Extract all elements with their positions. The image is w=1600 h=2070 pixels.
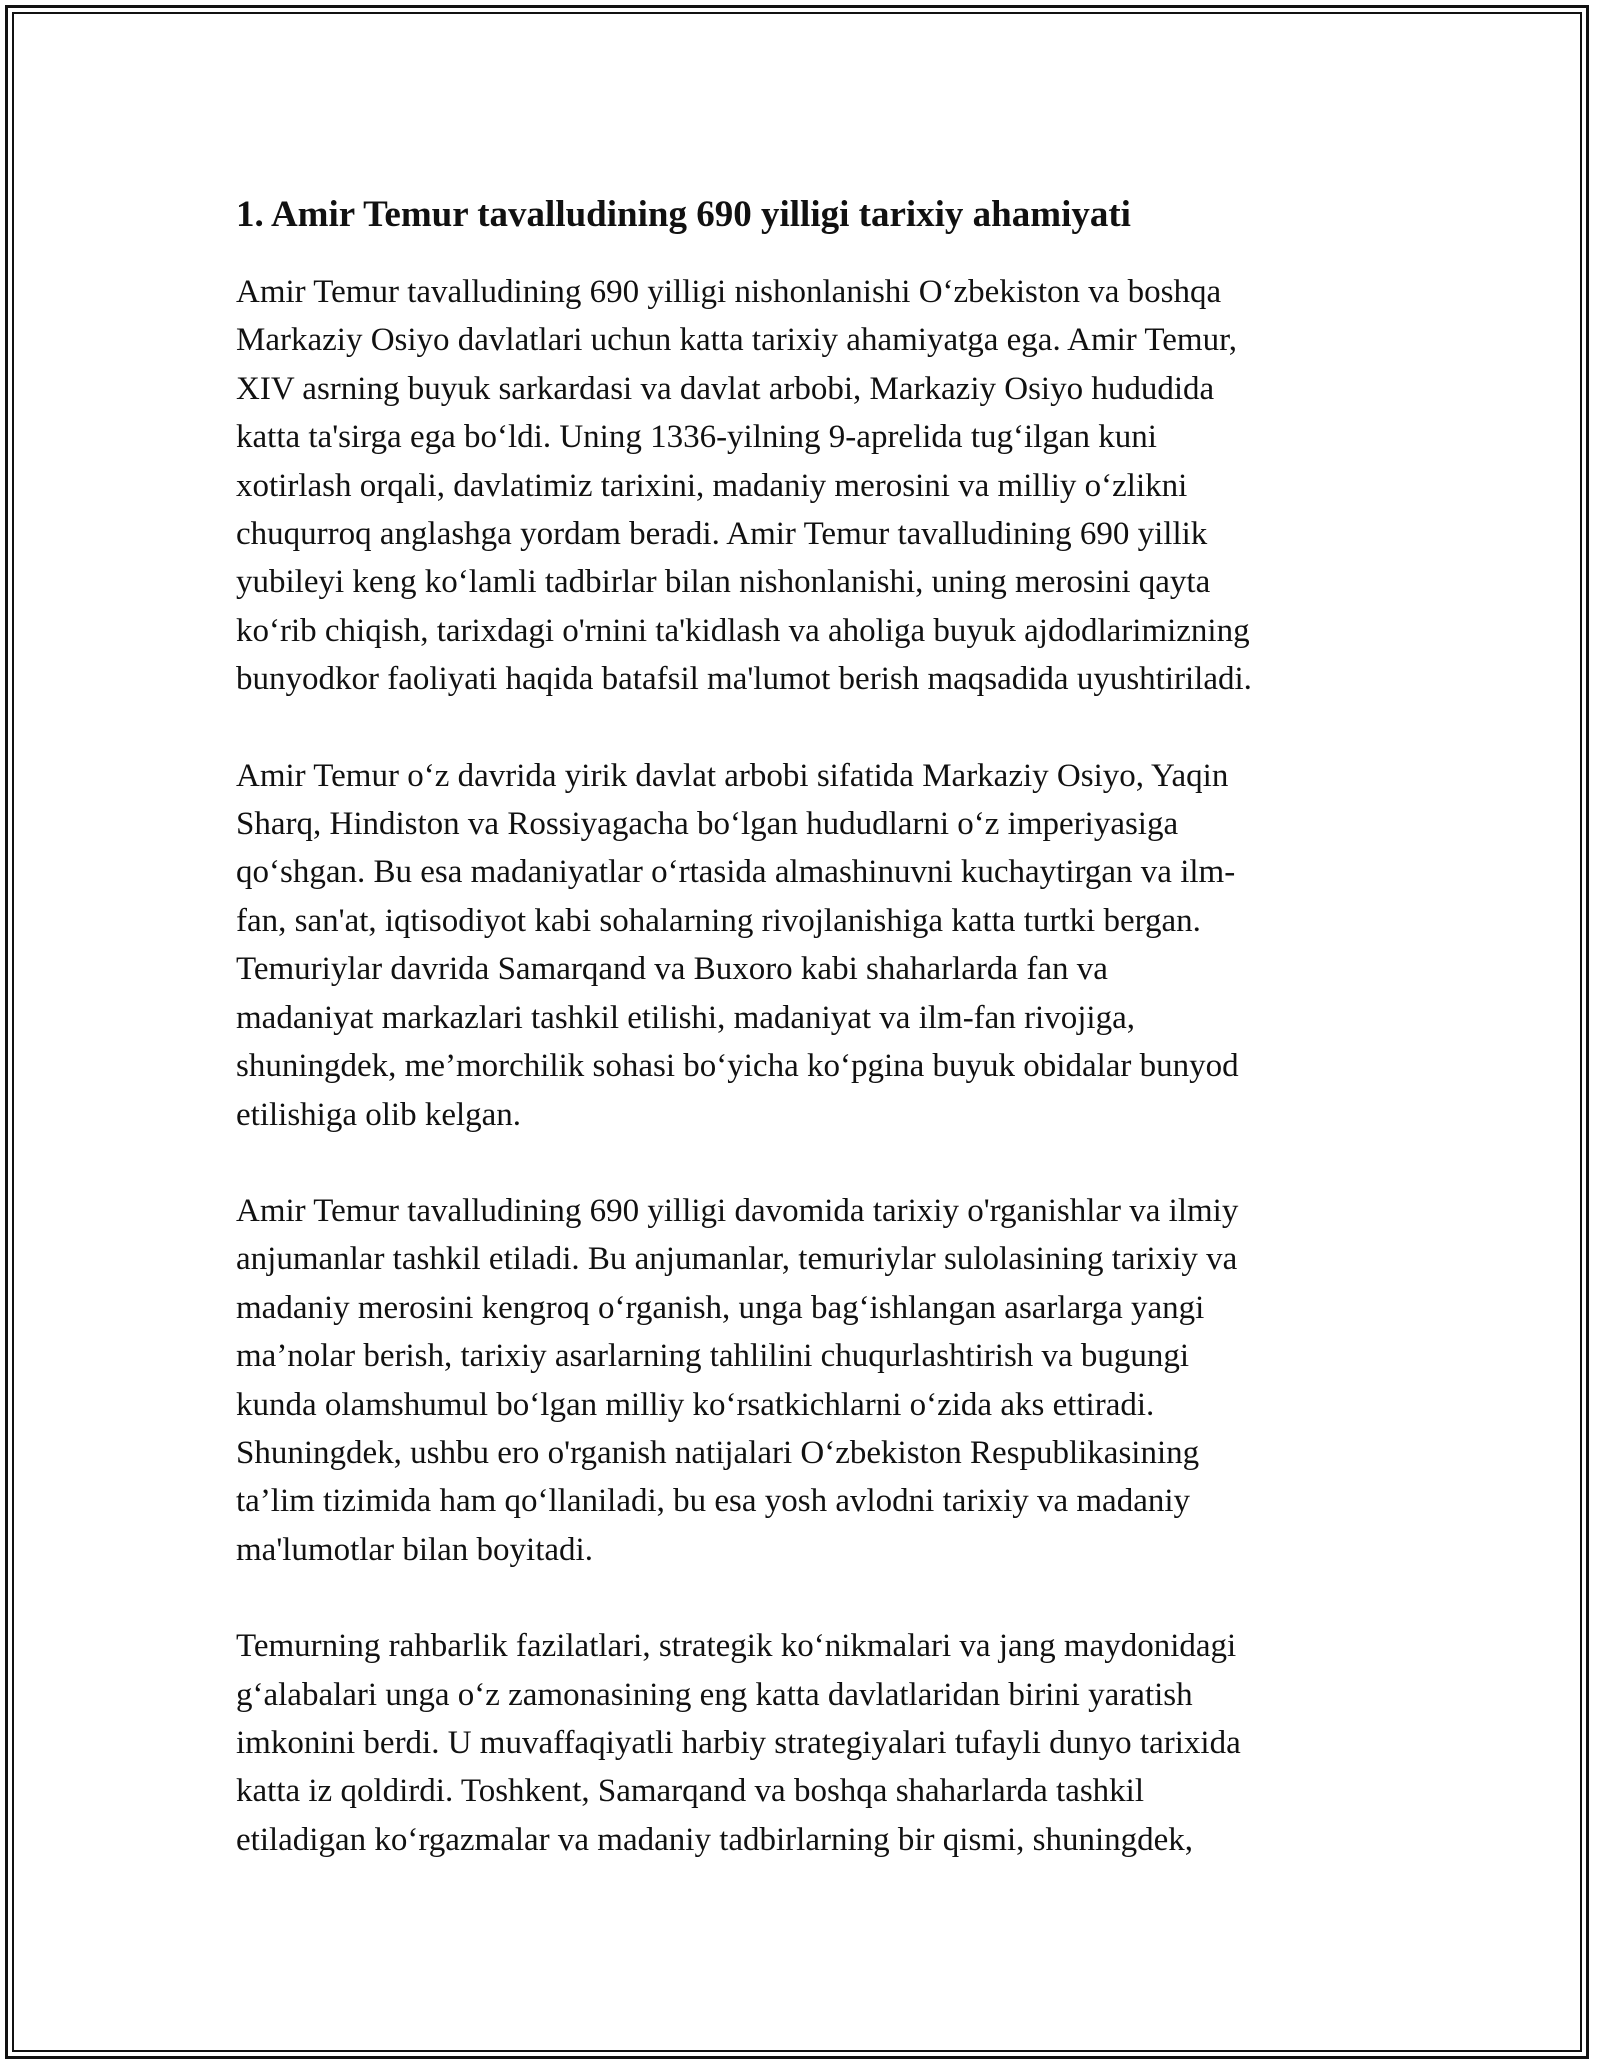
paragraph-line: anjumanlar tashkil etiladi. Bu anjumanlar, temuriylar sulolasining tarixiy va <box>236 1241 1238 1278</box>
paragraph-line: xotirlash orqali, davlatimiz tarixini, madaniy merosini va milliy o‘zlikni <box>236 467 1188 504</box>
paragraph-line: etiladigan ko‘rgazmalar va madaniy tadbirlarning bir qismi, shuningdek, <box>236 1821 1194 1858</box>
paragraph-line: Amir Temur tavalludining 690 yilligi davomida tarixiy o'rganishlar va ilmiy <box>236 1192 1239 1229</box>
paragraph-line: shuningdek, me’morchilik sohasi bo‘yicha ko‘pgina buyuk obidalar bunyod <box>236 1048 1239 1085</box>
paragraph-line: qo‘shgan. Bu esa madaniyatlar o‘rtasida almashinuvni kuchaytirgan va ilm- <box>236 854 1236 891</box>
paragraph-line: etilishiga olib kelgan. <box>236 1096 522 1133</box>
paragraph-line: ma'lumotlar bilan boyitadi. <box>236 1531 593 1568</box>
paragraph-line: yubileyi keng ko‘lamli tadbirlar bilan nishonlanishi, uning merosini qayta <box>236 564 1211 601</box>
paragraph-line: ko‘rib chiqish, tarixdagi o'rnini ta'kidlash va aholiga buyuk ajdodlarimizning <box>236 612 1250 649</box>
paragraph-line: Temuriylar davrida Samarqand va Buxoro kabi shaharlarda fan va <box>236 951 1108 988</box>
paragraph-line: g‘alabalari unga o‘z zamonasining eng katta davlatlaridan birini yaratish <box>236 1676 1193 1713</box>
section-heading: 1. Amir Temur tavalludining 690 yilligi tarixiy ahamiyati <box>236 194 1131 235</box>
paragraph-line: XIV asrning buyuk sarkardasi va davlat arbobi, Markaziy Osiyo hududida <box>236 370 1215 407</box>
paragraph-line: bunyodkor faoliyati haqida batafsil ma'lumot berish maqsadida uyushtiriladi. <box>236 661 1252 698</box>
paragraph-line: Markaziy Osiyo davlatlari uchun katta tarixiy ahamiyatga ega. Amir Temur, <box>236 322 1238 359</box>
document-body <box>236 188 1366 1912</box>
paragraph-line: Temurning rahbarlik fazilatlari, strategik ko‘nikmalari va jang maydonidagi <box>236 1628 1237 1665</box>
paragraph-line: Amir Temur o‘z davrida yirik davlat arbobi sifatida Markaziy Osiyo, Yaqin <box>236 757 1229 794</box>
paragraph-line: imkonini berdi. U muvaffaqiyatli harbiy strategiyalari tufayli dunyo tarixida <box>236 1724 1241 1761</box>
paragraph-line: fan, san'at, iqtisodiyot kabi sohalarning rivojlanishiga katta turtki bergan. <box>236 902 1201 939</box>
paragraph-line: madaniyat markazlari tashkil etilishi, madaniyat va ilm-fan rivojiga, <box>236 999 1135 1036</box>
paragraph-line: Amir Temur tavalludining 690 yilligi nishonlanishi O‘zbekiston va boshqa <box>236 274 1222 310</box>
paragraph-2 <box>236 752 1366 1139</box>
paragraph-line: Sharq, Hindiston va Rossiyagacha bo‘lgan hududlarni o‘z imperiyasiga <box>236 806 1179 843</box>
paragraph-line: katta iz qoldirdi. Toshkent, Samarqand va boshqa shaharlarda tashkil <box>236 1773 1145 1810</box>
paragraph-line: kunda olamshumul bo‘lgan milliy ko‘rsatkichlarni o‘zida aks ettiradi. <box>236 1386 1155 1423</box>
paragraph-line: chuqurroq anglashga yordam beradi. Amir Temur tavalludining 690 yillik <box>236 516 1208 553</box>
paragraph-line: madaniy merosini kengroq o‘rganish, unga bag‘ishlangan asarlarga yangi <box>236 1289 1205 1326</box>
paragraph-3 <box>236 1187 1366 1574</box>
paragraph-1 <box>236 268 1366 704</box>
paragraph-line: ma’nolar berish, tarixiy asarlarning tahlilini chuqurlashtirish va bugungi <box>236 1338 1190 1375</box>
paragraph-line: Shuningdek, ushbu ero o'rganish natijalari O‘zbekiston Respublikasining <box>236 1434 1200 1471</box>
paragraph-4 <box>236 1622 1366 1864</box>
paragraph-line: katta ta'sirga ega bo‘ldi. Uning 1336-yilning 9-aprelida tug‘ilgan kuni <box>236 419 1157 456</box>
paragraph-line: ta’lim tizimida ham qo‘llaniladi, bu esa yosh avlodni tarixiy va madaniy <box>236 1483 1191 1520</box>
